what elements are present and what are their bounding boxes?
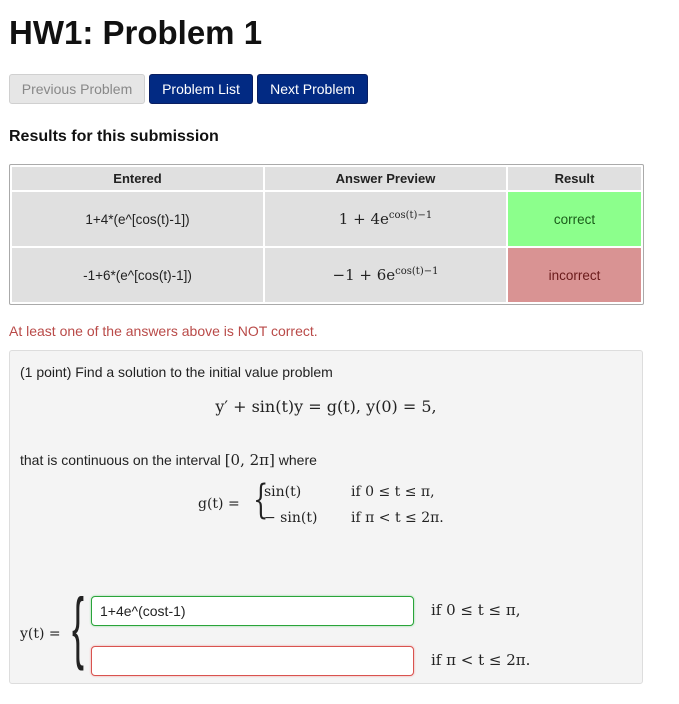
- y-lhs: y(t) =: [20, 626, 61, 642]
- g-case1-condition: if 0 ≤ t ≤ π,: [351, 484, 435, 500]
- g-brace: {: [253, 477, 269, 523]
- result-cell: incorrect: [508, 248, 641, 302]
- results-title: Results for this submission: [9, 128, 219, 145]
- answer-preview-cell: [265, 248, 506, 302]
- answer-preview-cell: [265, 192, 506, 246]
- answer-input-case1[interactable]: [91, 596, 414, 626]
- problem-list-button[interactable]: Problem List: [149, 74, 253, 104]
- next-problem-button[interactable]: Next Problem: [257, 74, 368, 104]
- preview-exponent: cos(t)−1: [388, 210, 433, 221]
- preview-main: −1 + 6e: [332, 266, 396, 284]
- problem-box: [9, 350, 643, 684]
- entered-cell: 1+4*(e^[cos(t)-1]): [12, 192, 263, 246]
- header-result: Result: [508, 167, 641, 190]
- incorrect-warning: At least one of the answers above is NOT correct.: [9, 323, 318, 339]
- problem-intro: (1 point) Find a solution to the initial value problem: [20, 364, 333, 380]
- continuity-statement: [20, 451, 317, 469]
- entered-cell: -1+6*(e^[cos(t)-1]): [12, 248, 263, 302]
- results-table: [9, 164, 644, 305]
- where-text: where: [278, 452, 317, 468]
- interval: [0, 2π]: [224, 451, 275, 469]
- header-answer-preview: Answer Preview: [265, 167, 506, 190]
- continuity-text: that is continuous on the interval: [20, 452, 221, 468]
- result-cell: correct: [508, 192, 641, 246]
- answer-input-case2[interactable]: [91, 646, 414, 676]
- header-entered: Entered: [12, 167, 263, 190]
- page-title: HW1: Problem 1: [9, 14, 263, 51]
- g-case1-value: sin(t): [264, 484, 302, 500]
- g-lhs: g(t) =: [198, 496, 240, 512]
- g-case2-value: − sin(t): [264, 510, 318, 526]
- previous-problem-button[interactable]: Previous Problem: [9, 74, 145, 104]
- y-brace: {: [72, 582, 85, 671]
- table-row: [12, 248, 641, 302]
- answer-case2-condition: if π < t ≤ 2π.: [431, 651, 531, 669]
- answer-case1-condition: if 0 ≤ t ≤ π,: [431, 601, 521, 619]
- preview-main: 1 + 4e: [338, 210, 389, 228]
- preview-exponent: cos(t)−1: [395, 266, 439, 277]
- g-case2-condition: if π < t ≤ 2π.: [351, 510, 444, 526]
- problem-equation: y′ + sin(t)y = g(t), y(0) = 5,: [215, 397, 437, 416]
- table-row: [12, 192, 641, 246]
- results-header-row: [12, 167, 641, 190]
